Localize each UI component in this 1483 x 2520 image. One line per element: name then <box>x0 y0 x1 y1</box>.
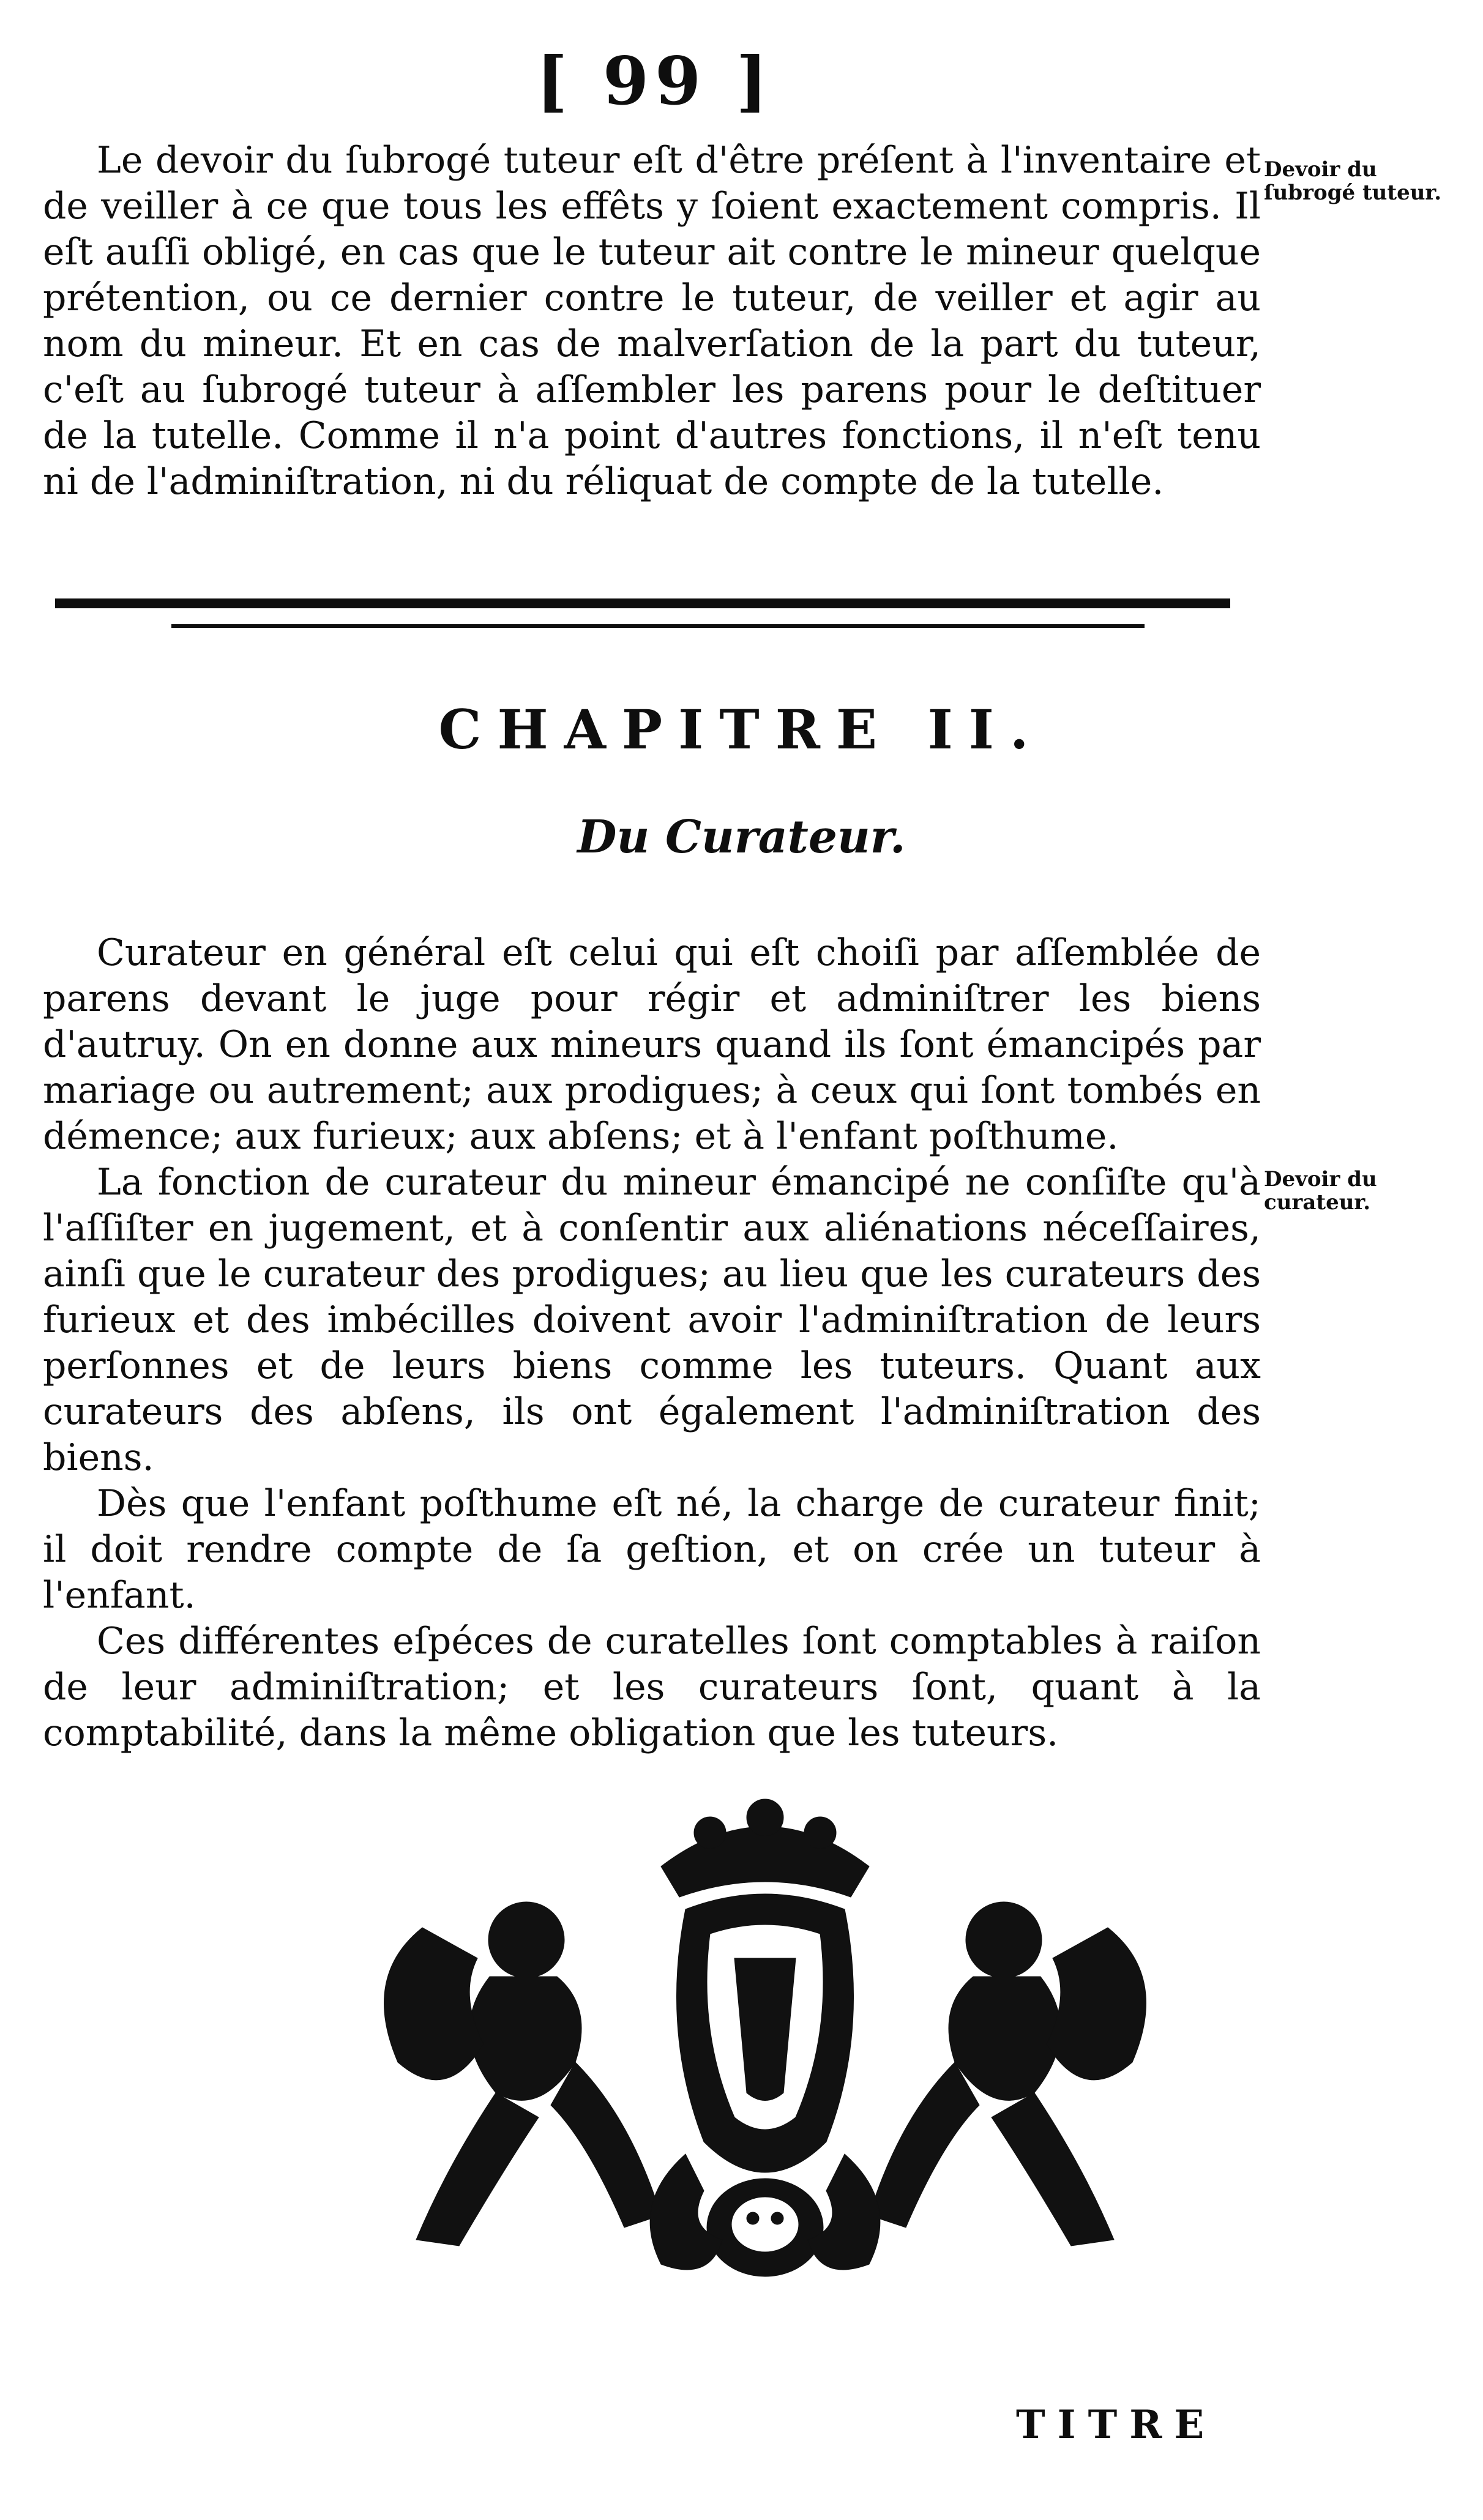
marginal-note-subroge-tuteur: Devoir du ſubrogé tuteur. <box>1264 157 1442 205</box>
section-curateur <box>43 930 1261 1756</box>
page-number: [ 99 ] <box>536 43 774 120</box>
chapter-heading: CHAPITRE II. <box>438 698 1045 761</box>
catchword: TITRE <box>1016 2402 1217 2448</box>
marginal-note-curateur: Devoir du curateur. <box>1264 1167 1377 1215</box>
chapter-subtitle: Du Curateur. <box>577 811 906 863</box>
section-subroge-tuteur <box>43 138 1261 505</box>
paragraph-accountability: Ces différentes eſpéces de curatelles ſont comptables à raiſon de leur adminiſtration; et les curateurs ſont, quant à la comptabilité, dans la même obligation que les tuteurs. <box>43 1620 1261 1754</box>
paragraph-curateur-function: La fonction de curateur du mineur émancipé ne conſiſte qu'à l'aſſiſter en jugement, et à conſentir aux aliénations néceſſaires, ainſi que le curateur des prodigues; au lieu que les curateurs des furieux et des imbécilles doivent avoir l'adminiſtration de leurs perſonnes et de leurs biens comme les tuteurs. Quant aux curateurs des abſens, ils ont également l'adminiſtration des biens. <box>43 1161 1261 1479</box>
tailpiece-ornament <box>343 1775 1187 2301</box>
paragraph-subroge-tuteur: Le devoir du ſubrogé tuteur eſt d'être préſent à l'inventaire et de veiller à ce que tous les effêts y ſoient exactement compris. Il eſt auſſi obligé, en cas que le tuteur ait contre le mineur quelque prétention, ou ce dernier contre le tuteur, de veiller et agir au nom du mineur. Et en cas de malverſation de la part du tuteur, c'eſt au ſubrogé tuteur à aſſembler les parens pour le deſtituer de la tutelle. Comme il n'a point d'autres fonctions, il n'eſt tenu ni de l'adminiſtration, ni du réliquat de compte de la tutelle. <box>43 139 1261 503</box>
paragraph-curateur-definition: Curateur en général eſt celui qui eſt choiſi par aſſemblée de parens devant le juge pour régir et adminiſtrer les biens d'autruy. On en donne aux mineurs quand ils ſont émancipés par mariage ou autrement; aux prodigues; à ceux qui ſont tombés en démence; aux furieux; aux abſens; et à l'enfant poſthume. <box>43 931 1261 1158</box>
double-rule-thick <box>55 598 1230 608</box>
paragraph-posthumous-child: Dès que l'enfant poſthume eſt né, la charge de curateur finit; il doit rendre compte de ſa geſtion, et on crée un tuteur à l'enfant. <box>43 1482 1261 1617</box>
double-rule-thin <box>171 624 1145 628</box>
